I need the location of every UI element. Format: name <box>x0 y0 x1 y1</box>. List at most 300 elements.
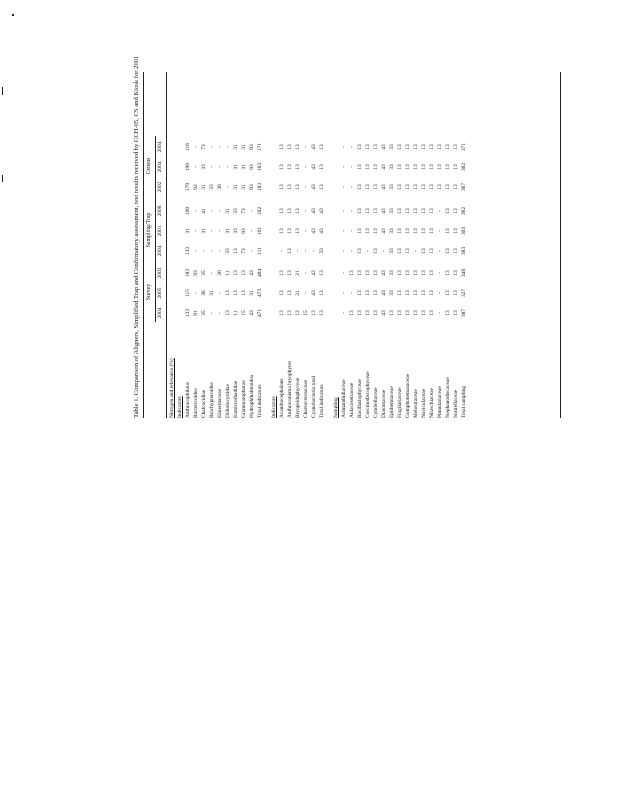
row-label: Total indicators <box>319 384 325 418</box>
group-header-survey: Survey <box>146 283 152 301</box>
table-cell: 13 <box>453 184 459 190</box>
table-cell: 13 <box>405 228 411 234</box>
table-cell: 100 <box>185 206 191 216</box>
table-cell: 73 <box>241 208 247 214</box>
column-header: 2002 <box>157 181 163 193</box>
row-label: Pinnulariaceae <box>437 386 443 418</box>
column-header: 2004 <box>157 307 163 319</box>
table-cell: 13 <box>453 290 459 296</box>
table-cell: 13 <box>319 164 325 170</box>
table-cell: 33 <box>233 208 239 214</box>
table-cell: 13 <box>445 310 451 316</box>
table-cell: 13 <box>421 144 427 150</box>
table-cell: 13 <box>397 290 403 296</box>
table-cell: 31 <box>225 228 231 234</box>
table-cell: - <box>311 250 317 252</box>
table-row <box>414 70 422 420</box>
column-header: 2001 <box>157 225 163 237</box>
table-cell: 15 <box>241 310 247 316</box>
table-cell: 13 <box>429 248 435 254</box>
row-label: Surirellaceae <box>453 389 459 418</box>
table-cell: 33 <box>319 248 325 254</box>
table-cell: 13 <box>389 310 395 316</box>
table-cell: - <box>217 146 223 148</box>
table-cell: 111 <box>257 247 263 255</box>
table-cell: 13 <box>319 144 325 150</box>
table-cell: - <box>341 186 347 188</box>
table-cell: 13 <box>405 164 411 170</box>
table-row <box>226 70 234 420</box>
table-cell: - <box>349 230 355 232</box>
table-cell: 133 <box>185 246 191 256</box>
table-cell: - <box>225 186 231 188</box>
table-cell: 13 <box>405 184 411 190</box>
table-cell: 13 <box>453 208 459 214</box>
table-cell: 13 <box>421 290 427 296</box>
table-cell: 13 <box>373 270 379 276</box>
table-cell: 13 <box>365 144 371 150</box>
table-cell: 13 <box>287 144 293 150</box>
table-cell: 13 <box>405 290 411 296</box>
table-cell: 183 <box>185 268 191 278</box>
section-subtitle: Indicators <box>177 396 183 418</box>
table-cell: 13 <box>373 290 379 296</box>
table-cell: - <box>209 312 215 314</box>
table-cell: 43 <box>319 208 325 214</box>
table-cell: 41 <box>201 208 207 214</box>
table-cell: - <box>437 292 443 294</box>
table-cell: 13 <box>405 248 411 254</box>
table-cell: 13 <box>421 208 427 214</box>
table-cell: 327 <box>461 288 467 298</box>
table-cell: - <box>193 146 199 148</box>
table-cell: - <box>437 272 443 274</box>
table-cell: - <box>341 272 347 274</box>
table-cell: 13 <box>421 184 427 190</box>
table-cell: 33 <box>389 144 395 150</box>
table-cell: - <box>201 250 207 252</box>
table-cell: 13 <box>373 144 379 150</box>
table-cell: 13 <box>365 184 371 190</box>
table-cell: - <box>225 166 231 168</box>
table-cell: - <box>437 230 443 232</box>
table-cell: 30 <box>217 270 223 276</box>
column-header: 2008 <box>157 205 163 217</box>
table-cell: 13 <box>445 228 451 234</box>
table-cell: 13 <box>373 310 379 316</box>
table-cell: 13 <box>373 248 379 254</box>
table-cell: 13 <box>357 144 363 150</box>
table-row <box>382 70 390 420</box>
table-cell: 362 <box>461 162 467 172</box>
table-cell: 13 <box>421 270 427 276</box>
bottom-rule <box>560 72 561 418</box>
row-label: Chaetocerotaceae <box>303 379 309 418</box>
table-cell: 13 <box>421 248 427 254</box>
scan-mark <box>2 175 3 182</box>
table-cell: - <box>193 230 199 232</box>
column-header: 2004 <box>157 141 163 153</box>
table-cell: 13 <box>413 208 419 214</box>
row-label: Naviculaceae <box>421 388 427 418</box>
table-cell: 13 <box>241 290 247 296</box>
table-row <box>366 70 374 420</box>
section-title: Indicators <box>271 396 277 418</box>
table-cell: 13 <box>405 310 411 316</box>
table-cell: 35 <box>201 270 207 276</box>
table-cell: 13 <box>445 290 451 296</box>
table-cell: - <box>249 250 255 252</box>
table-cell: 21 <box>295 270 301 276</box>
table-cell: 93 <box>193 270 199 276</box>
table-cell: 31 <box>225 208 231 214</box>
scan-mark <box>2 87 3 95</box>
table-cell: 13 <box>365 310 371 316</box>
column-header: 2004 <box>157 245 163 257</box>
table-cell: 13 <box>453 248 459 254</box>
row-label: Anthracophilous <box>185 382 191 418</box>
table-cell: 13 <box>413 228 419 234</box>
row-label: Total indicators <box>257 384 263 418</box>
table-cell: 13 <box>287 248 293 254</box>
table-cell: 13 <box>279 270 285 276</box>
table-cell: - <box>341 146 347 148</box>
table-cell: - <box>279 250 285 252</box>
table-cell: 13 <box>295 228 301 234</box>
row-label: Bryopsidophyceae <box>295 377 301 418</box>
table-cell: 36 <box>201 290 207 296</box>
table-cell: 13 <box>429 208 435 214</box>
table-cell: 362 <box>461 206 467 216</box>
group-header-sampling-trap: Sampling/Trap <box>146 212 152 248</box>
row-label: Grammatophorae <box>241 380 247 418</box>
table-cell: 348 <box>461 268 467 278</box>
table-cell: 13 <box>429 228 435 234</box>
table-cell: 13 <box>421 310 427 316</box>
table-cell: 13 <box>279 144 285 150</box>
table-cell: 31 <box>201 184 207 190</box>
table-cell: 13 <box>225 310 231 316</box>
table-cell: - <box>381 250 387 252</box>
table-cell: - <box>217 210 223 212</box>
table-cell: 183 <box>257 182 263 192</box>
table-cell: 43 <box>311 290 317 296</box>
table-cell: 13 <box>295 184 301 190</box>
table-row <box>210 70 218 420</box>
table-cell: 383 <box>461 246 467 256</box>
table-cell: - <box>303 230 309 232</box>
table-cell: - <box>303 146 309 148</box>
table-cell: 404 <box>257 268 263 278</box>
table-cell: - <box>303 166 309 168</box>
table-row <box>288 70 296 420</box>
table-cell: 33 <box>389 248 395 254</box>
table-row <box>390 70 398 420</box>
table-cell: 13 <box>357 228 363 234</box>
table-cell: 13 <box>429 164 435 170</box>
row-label: Aulacoseiraceae <box>349 382 355 418</box>
table-cell: - <box>437 210 443 212</box>
table-cell: 31 <box>233 144 239 150</box>
table-cell: 93 <box>249 184 255 190</box>
table-row <box>406 70 414 420</box>
table-cell: 471 <box>257 308 263 318</box>
table-cell: 13 <box>429 290 435 296</box>
table-cell: 31 <box>185 228 191 234</box>
table-row <box>320 70 328 420</box>
table-cell: 13 <box>445 164 451 170</box>
top-rule <box>143 72 144 418</box>
table-row <box>398 70 406 420</box>
table-cell: 13 <box>233 270 239 276</box>
table-cell: 13 <box>287 310 293 316</box>
table-cell: - <box>341 210 347 212</box>
table-cell: - <box>209 272 215 274</box>
table-cell: 13 <box>413 144 419 150</box>
table-cell: 13 <box>357 164 363 170</box>
table-cell: 21 <box>295 290 301 296</box>
group-rule <box>155 136 156 322</box>
table-cell: 102 <box>257 206 263 216</box>
table-cell: 31 <box>241 164 247 170</box>
table-cell: 13 <box>437 184 443 190</box>
table-cell: 13 <box>397 208 403 214</box>
table-cell: 13 <box>413 290 419 296</box>
table-cell: 13 <box>397 310 403 316</box>
row-label: Hydrophthalmoidea <box>249 374 255 418</box>
table-cell: 13 <box>287 228 293 234</box>
table-cell: 31 <box>241 184 247 190</box>
table-cell: 13 <box>453 310 459 316</box>
table-row <box>438 70 446 420</box>
table-cell: 13 <box>357 248 363 254</box>
table-cell: - <box>209 146 215 148</box>
table-cell: 13 <box>453 228 459 234</box>
table-cell: 13 <box>445 270 451 276</box>
table-cell: 13 <box>437 144 443 150</box>
table-cell: - <box>303 186 309 188</box>
table-cell: 43 <box>381 290 387 296</box>
table-caption: Table 1. Comparison of Aligners, Simplified Trap and Confirmatory assessment, test results received by CCH-05, CS and Kiosk for 2001 <box>133 55 140 418</box>
table-cell: 15 <box>303 310 309 316</box>
row-label: Doliolocyrtidae <box>225 384 231 418</box>
table-cell: 43 <box>381 208 387 214</box>
table-cell: - <box>193 292 199 294</box>
table-cell: 13 <box>373 184 379 190</box>
table-cell: - <box>209 250 215 252</box>
table-cell: 43 <box>311 164 317 170</box>
table-cell: 13 <box>365 290 371 296</box>
table-cell: 13 <box>241 270 247 276</box>
table-cell: 367 <box>461 182 467 192</box>
table-cell: 13 <box>295 208 301 214</box>
table-cell: - <box>303 210 309 212</box>
table-cell: 101 <box>257 226 263 236</box>
table-cell: 13 <box>225 290 231 296</box>
group-header-census: Census <box>146 157 152 175</box>
table-cell: 93 <box>249 144 255 150</box>
table-cell: 13 <box>413 310 419 316</box>
table-cell: 13 <box>357 270 363 276</box>
table-cell: 43 <box>381 310 387 316</box>
table-cell: 31 <box>249 290 255 296</box>
table-cell: 13 <box>397 228 403 234</box>
table-cell: 13 <box>397 270 403 276</box>
table-cell: 163 <box>257 162 263 172</box>
table-cell: 43 <box>381 184 387 190</box>
table-cell: 33 <box>389 228 395 234</box>
table-cell: - <box>217 166 223 168</box>
table-cell: 13 <box>349 270 355 276</box>
table-cell: 13 <box>453 164 459 170</box>
table-cell: 13 <box>279 310 285 316</box>
table-cell: 13 <box>319 290 325 296</box>
table-cell: 33 <box>389 208 395 214</box>
table-cell: 13 <box>319 310 325 316</box>
table-cell: 13 <box>445 144 451 150</box>
table-cell: 13 <box>405 270 411 276</box>
table-row <box>296 70 304 420</box>
table-cell: 13 <box>279 228 285 234</box>
table-cell: 13 <box>453 144 459 150</box>
table-row <box>462 70 470 420</box>
table-cell: - <box>209 230 215 232</box>
table-row <box>358 70 366 420</box>
row-label: Cyanobacteria total <box>311 375 317 418</box>
table-row <box>422 70 430 420</box>
table-cell: 43 <box>311 270 317 276</box>
table-cell: - <box>225 146 231 148</box>
table-cell: - <box>303 250 309 252</box>
table-cell: - <box>193 210 199 212</box>
table-cell: 115 <box>185 289 191 297</box>
table-cell: 13 <box>311 310 317 316</box>
table-cell: 13 <box>397 184 403 190</box>
table-cell: 33 <box>389 290 395 296</box>
table-cell: 13 <box>429 310 435 316</box>
table-cell: 13 <box>233 290 239 296</box>
row-label: Gomphonemataceae <box>405 373 411 418</box>
table-cell: 13 <box>279 290 285 296</box>
table-cell: 133 <box>185 308 191 318</box>
header-rule <box>166 72 167 418</box>
table-cell: 13 <box>287 290 293 296</box>
table-row <box>446 70 454 420</box>
table-cell: 303 <box>461 226 467 236</box>
table-cell: 13 <box>373 164 379 170</box>
row-label: Achnanthidiaceae <box>341 379 347 418</box>
table-cell: 13 <box>279 208 285 214</box>
table-cell: 33 <box>389 184 395 190</box>
table-cell: 13 <box>413 184 419 190</box>
row-label: Chalcocidiae <box>201 389 207 418</box>
table-cell: 13 <box>445 248 451 254</box>
table-cell: - <box>295 250 301 252</box>
table-cell: 43 <box>249 310 255 316</box>
table-cell: 13 <box>437 164 443 170</box>
table-cell: 35 <box>201 310 207 316</box>
row-label: Nitzschiaceae <box>429 388 435 418</box>
table-cell: 13 <box>421 228 427 234</box>
table-row <box>250 70 258 420</box>
table-cell: - <box>349 292 355 294</box>
table-cell: 91 <box>193 310 199 316</box>
row-label: Elaterinaceae <box>217 388 223 418</box>
table-cell: 13 <box>349 310 355 316</box>
table-cell: 13 <box>295 164 301 170</box>
table-row <box>186 70 194 420</box>
table-cell: - <box>349 186 355 188</box>
table-cell: 92 <box>193 184 199 190</box>
table-cell: 30 <box>217 184 223 190</box>
table-cell: 13 <box>397 164 403 170</box>
table-cell: - <box>209 166 215 168</box>
table-row <box>312 70 320 420</box>
table-cell: - <box>217 230 223 232</box>
table-row <box>218 70 226 420</box>
table-cell: 13 <box>233 248 239 254</box>
table-row <box>350 70 358 420</box>
table-cell: 33 <box>209 184 215 190</box>
table-row <box>342 70 350 420</box>
table-cell: 11 <box>233 310 239 316</box>
table-cell: - <box>209 210 215 212</box>
table-cell: - <box>341 312 347 314</box>
table-cell: - <box>365 250 371 252</box>
table-cell: 33 <box>233 228 239 234</box>
table-cell: 473 <box>257 288 263 298</box>
table-cell: 13 <box>287 164 293 170</box>
table-cell: 13 <box>365 270 371 276</box>
table-cell: - <box>349 146 355 148</box>
table-cell: 11 <box>225 270 231 276</box>
table-cell: - <box>193 166 199 168</box>
row-label: Cymbellaceae <box>373 387 379 418</box>
table-cell: - <box>193 250 199 252</box>
table-cell: 13 <box>279 184 285 190</box>
table-cell: 13 <box>429 144 435 150</box>
table-cell: 387 <box>461 308 467 318</box>
table-cell: 13 <box>373 208 379 214</box>
table-cell: 43 <box>381 144 387 150</box>
table-cell: - <box>413 250 419 252</box>
row-label: Epithemiaceae <box>389 386 395 418</box>
table-cell: 31 <box>209 290 215 296</box>
table-cell: 43 <box>319 228 325 234</box>
table-row <box>304 70 312 420</box>
table-cell: - <box>249 210 255 212</box>
row-label: Total sampling <box>461 385 467 418</box>
table-row <box>242 70 250 420</box>
row-label: Eumicrorhadidae <box>233 380 239 418</box>
column-header: 2003 <box>157 267 163 279</box>
row-label: Stephanodiscaceae <box>445 377 451 418</box>
table-cell: 13 <box>429 184 435 190</box>
rotated-table <box>130 55 570 420</box>
table-cell: 179 <box>185 182 191 192</box>
table-cell: 73 <box>241 248 247 254</box>
row-label: Bactericoidea <box>193 388 199 418</box>
row-label: Bacillariophyceae <box>357 379 363 418</box>
table-cell: 13 <box>357 208 363 214</box>
table-cell: - <box>217 312 223 314</box>
table-cell: 13 <box>365 208 371 214</box>
table-cell: 371 <box>461 142 467 152</box>
table-row <box>202 70 210 420</box>
row-label: Acanthocephalans <box>279 378 285 418</box>
table-cell: 13 <box>287 270 293 276</box>
table-cell: - <box>349 166 355 168</box>
